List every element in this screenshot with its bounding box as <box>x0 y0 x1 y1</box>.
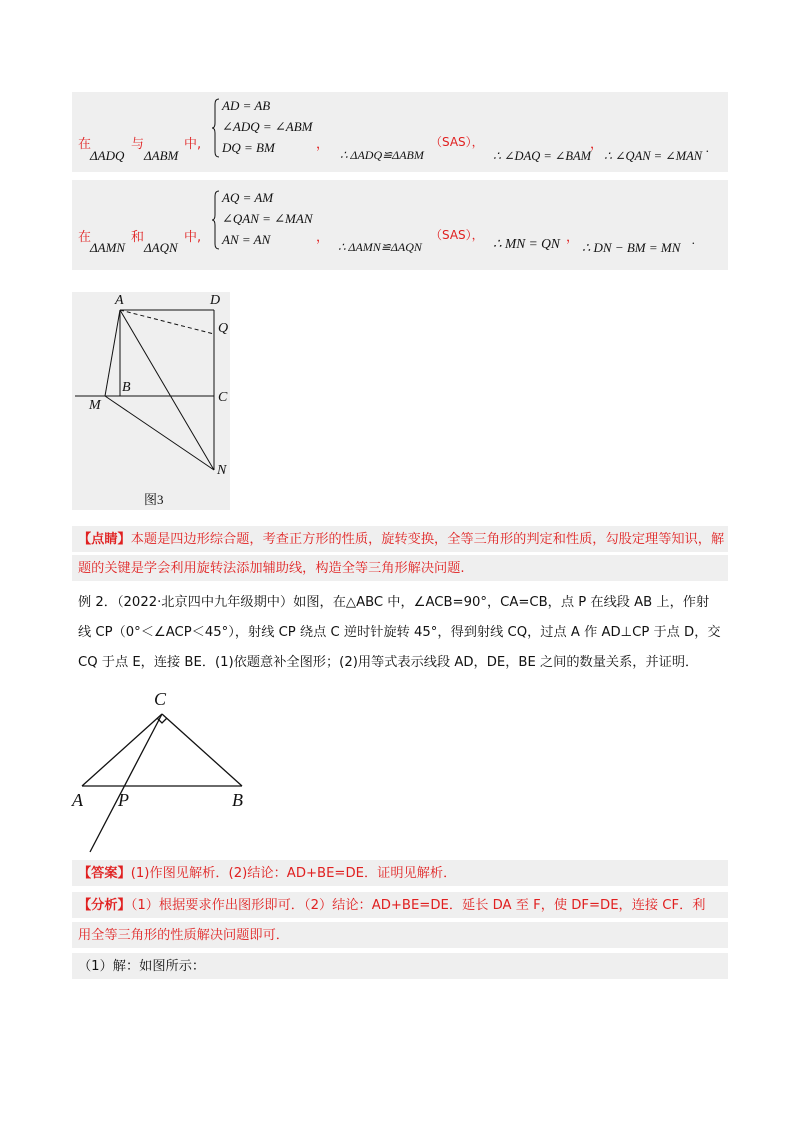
middle-label-2: 中, <box>184 230 202 245</box>
separator-1b: ， <box>590 137 604 152</box>
dianjing-paragraph <box>78 525 728 583</box>
analysis-tag: 【分析】 <box>78 898 131 913</box>
middle-label-1: 中, <box>184 137 202 152</box>
separator-1a: ， <box>316 137 330 152</box>
label-b-ex2: B <box>232 790 243 810</box>
system-eq-5: ∠QAN = ∠MAN <box>222 211 313 226</box>
example2-line2: 线 CP（0°＜∠ACP＜45°），射线 CP 绕点 C 逆时针旋转 45°，得到射线 CQ，过点 A 作 AD⊥CP 于点 D，交 <box>78 625 721 640</box>
system-brace-1 <box>212 98 220 158</box>
label-d: D <box>210 293 221 308</box>
label-n: N <box>217 463 227 478</box>
answer-tag: 【答案】 <box>78 866 131 881</box>
system-eq-3: DQ = BM <box>222 140 275 155</box>
with-label-1: 与 <box>131 137 145 152</box>
analysis-text-1: （1）根据要求作出图形即可．（2）结论：AD+BE=DE．延长 DA 至 F，使 DF=DE，连接 CF．利 <box>130 898 706 913</box>
separator-2a: ， <box>316 230 330 245</box>
answer-line <box>78 859 728 888</box>
label-m: M <box>89 398 101 413</box>
label-q: Q <box>218 321 229 336</box>
and-label-2: 和 <box>131 230 145 245</box>
conclusion-2a: ∴ MN = QN <box>493 236 560 251</box>
in-label-1: 在 <box>78 137 92 152</box>
label-c: C <box>218 390 228 405</box>
analysis-line1 <box>78 891 728 920</box>
figure-3-caption: 图3 <box>144 492 164 507</box>
in-label-2: 在 <box>78 230 92 245</box>
system-eq-1: AD = AB <box>222 98 271 113</box>
sas-label-1: （SAS）， <box>430 135 484 149</box>
label-a-ex2: A <box>72 790 83 810</box>
system-brace-2 <box>212 190 220 250</box>
dianjing-text: 本题是四边形综合题，考查正方形的性质，旋转变换，全等三角形的判定和性质，勾股定理等知识，解题的关键是学会利用旋转法添加辅助线，构造全等三角形解决问题. <box>78 532 725 576</box>
example2-line3: CQ 于点 E，连接 BE．(1)依题意补全图形；(2)用等式表示线段 AD，DE，BE 之间的数量关系，并证明． <box>78 655 699 670</box>
end-dot-2: . <box>692 232 696 247</box>
triangle-abm: ΔABM <box>144 148 179 163</box>
triangle-amn: ΔAMN <box>90 240 126 255</box>
end-dot-1: . <box>706 140 710 155</box>
conclusion-1a: ∴ ∠DAQ = ∠BAM <box>493 149 592 163</box>
dianjing-tag: 【点睛】 <box>78 532 131 547</box>
system-eq-4: AQ = AM <box>222 190 274 205</box>
congruent-statement-2: ∴ ΔAMN≌ΔAQN <box>338 240 422 254</box>
triangle-adq: ΔADQ <box>90 148 125 163</box>
triangle-aqn: ΔAQN <box>144 240 178 255</box>
figure-example2 <box>70 684 270 854</box>
label-c-ex2: C <box>154 689 167 709</box>
side-ca <box>82 714 162 786</box>
analysis-line2: 用全等三角形的性质解决问题即可． <box>78 928 289 943</box>
side-cb <box>162 714 242 786</box>
system-eq-2: ∠ADQ = ∠ABM <box>222 119 313 134</box>
answer-text: (1)作图见解析．(2)结论：AD+BE=DE．证明见解析． <box>130 866 457 881</box>
conclusion-2b: ∴ DN − BM = MN <box>582 240 681 255</box>
solution-line1: （1）解：如图所示： <box>78 959 206 974</box>
label-a: A <box>115 293 124 308</box>
congruent-statement-1: ∴ ΔADQ≌ΔABM <box>340 148 424 162</box>
example2-line1: 例 2．（2022·北京四中九年级期中）如图，在△ABC 中，∠ACB=90°，CA=CB，点 P 在线段 AB 上，作射 <box>78 595 710 610</box>
separator-2b: ， <box>566 230 580 245</box>
ray-cp <box>90 714 162 852</box>
figure-3 <box>72 292 230 510</box>
conclusion-1b: ∴ ∠QAN = ∠MAN <box>604 149 703 163</box>
system-eq-6: AN = AN <box>222 232 271 247</box>
sas-label-2: （SAS）， <box>430 228 484 242</box>
label-b: B <box>122 380 131 395</box>
label-p-ex2: P <box>118 790 129 810</box>
solution-block-2 <box>72 180 728 270</box>
